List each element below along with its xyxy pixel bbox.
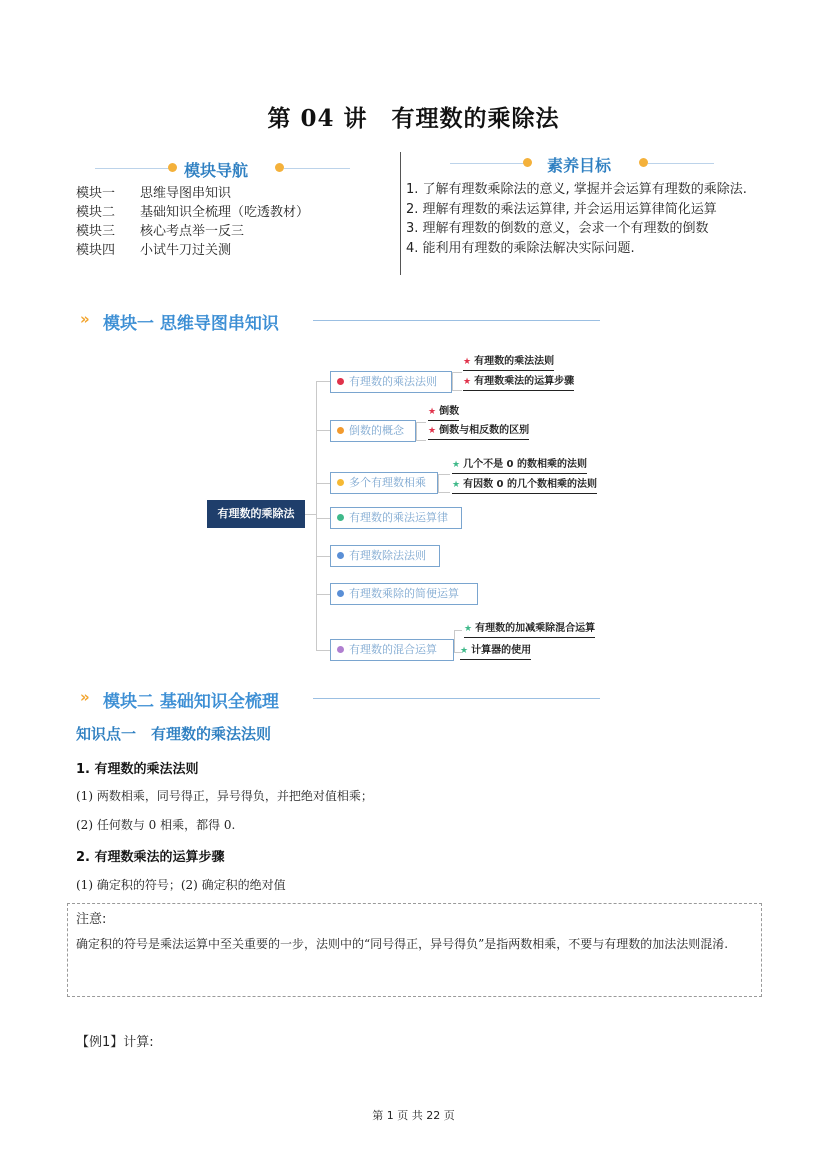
mm-leaf-connector xyxy=(452,372,462,373)
rule-text: (1) 两数相乘，同号得正，异号得负，并把绝对值相乘； xyxy=(76,789,373,803)
mm-node: 有理数的混合运算 xyxy=(330,639,454,661)
note-title: 注意: xyxy=(76,912,107,927)
example-label: 【例1】计算: xyxy=(76,1035,154,1050)
star-icon: ★ xyxy=(463,377,472,387)
nav-heading: 模块导航 xyxy=(184,161,249,180)
mm-leaf-connector xyxy=(416,422,426,423)
goals-header-dot-right xyxy=(639,158,648,167)
mm-trunk xyxy=(316,381,317,650)
mm-node: 有理数的乘法法则 xyxy=(330,371,452,393)
mm-root: 有理数的乘除法 xyxy=(207,500,305,528)
mm-node: 有理数的乘法运算律 xyxy=(330,507,462,529)
section2-rule xyxy=(313,698,600,699)
mm-leaf-connector xyxy=(438,474,450,475)
subheading: 2. 有理数乘法的运算步骤 xyxy=(76,850,225,865)
double-chevron-icon: » xyxy=(80,688,85,706)
nav-list xyxy=(76,184,309,260)
mm-node: 有理数除法法则 xyxy=(330,545,440,567)
bullet-icon xyxy=(337,646,344,653)
mm-node: 多个有理数相乘 xyxy=(330,472,438,494)
nav-item: 模块二 基础知识全梳理（吃透教材） xyxy=(76,205,310,220)
goals-header-dot-left xyxy=(523,158,532,167)
star-icon: ★ xyxy=(464,624,473,634)
mm-branch xyxy=(316,556,330,557)
bullet-icon xyxy=(337,427,344,434)
mm-leaf: ★ 有理数的加减乘除混合运算 xyxy=(464,621,595,638)
mm-leaf: ★ 有因数 0 的几个数相乘的法则 xyxy=(452,477,597,494)
bullet-icon xyxy=(337,552,344,559)
mm-leaf-connector xyxy=(454,630,455,652)
note-text: 确定积的符号是乘法运算中至关重要的一步，法则中的“同号得正，异号得负”是指两数相乘，不要与有理数的加法法则混淆. xyxy=(76,937,729,951)
section2-title: 模块二 基础知识全梳理 xyxy=(103,692,279,712)
page-footer: 第 1 页 共 22 页 xyxy=(372,1109,455,1122)
page-title: 第 04 讲 有理数的乘除法 xyxy=(267,105,560,132)
mm-branch xyxy=(316,594,330,595)
mm-leaf: ★ 有理数乘法的运算步骤 xyxy=(463,374,574,391)
rule-text: (2) 任何数与 0 相乘，都得 0. xyxy=(76,818,236,832)
mm-branch xyxy=(316,381,330,382)
mm-branch xyxy=(316,650,330,651)
section1-rule xyxy=(313,320,600,321)
bullet-icon xyxy=(337,590,344,597)
mm-branch xyxy=(316,518,330,519)
column-divider xyxy=(400,152,401,275)
star-icon: ★ xyxy=(452,460,461,470)
star-icon: ★ xyxy=(428,407,437,417)
nav-header-rule-right xyxy=(284,168,350,169)
star-icon: ★ xyxy=(452,480,461,490)
mm-leaf-connector xyxy=(416,440,426,441)
mm-leaf: ★ 几个不是 0 的数相乘的法则 xyxy=(452,457,587,474)
goal-item: 1. 了解有理数乘除法的意义, 掌握并会运算有理数的乘除法. xyxy=(406,182,747,197)
nav-item: 模块一 思维导图串知识 xyxy=(76,186,232,201)
mm-branch xyxy=(316,483,330,484)
mm-leaf-connector xyxy=(454,630,462,631)
goal-item: 4. 能利用有理数的乘除法解决实际问题. xyxy=(406,240,635,256)
mm-leaf-connector xyxy=(438,492,450,493)
mm-leaf: ★ 倒数 xyxy=(428,404,459,421)
bullet-icon xyxy=(337,479,344,486)
star-icon: ★ xyxy=(460,646,469,656)
nav-item: 模块四 小试牛刀过关测 xyxy=(76,243,232,258)
goal-item: 2. 理解有理数的乘法运算律, 并会运用运算律简化运算 xyxy=(406,201,717,217)
double-chevron-icon: » xyxy=(80,310,85,328)
mm-leaf: ★ 有理数的乘法法则 xyxy=(463,354,554,371)
step-text: (1) 确定积的符号；(2) 确定积的绝对值 xyxy=(76,878,286,892)
star-icon: ★ xyxy=(463,357,472,367)
goals-heading: 素养目标 xyxy=(547,156,612,175)
goals-list xyxy=(406,180,756,258)
bullet-icon xyxy=(337,514,344,521)
mm-branch xyxy=(316,430,330,431)
bullet-icon xyxy=(337,378,344,385)
mm-leaf-connector xyxy=(452,372,453,390)
nav-header-dot-right xyxy=(275,163,284,172)
star-icon: ★ xyxy=(428,426,437,436)
subheading: 1. 有理数的乘法法则 xyxy=(76,762,199,777)
section1-title: 模块一 思维导图串知识 xyxy=(103,314,279,334)
goals-header-rule-left xyxy=(450,163,530,164)
mm-leaf: ★ 倒数与相反数的区别 xyxy=(428,423,529,440)
mm-node: 有理数乘除的简便运算 xyxy=(330,583,478,605)
mm-leaf-connector xyxy=(438,474,439,492)
mm-leaf-connector xyxy=(416,422,417,440)
mm-leaf-connector xyxy=(452,390,462,391)
nav-header-dot-left xyxy=(168,163,177,172)
goal-item: 3. 理解有理数的倒数的意义，会求一个有理数的倒数 xyxy=(406,221,709,236)
knowledge-point-title: 知识点一 有理数的乘法法则 xyxy=(76,725,272,743)
mm-root-connector xyxy=(305,514,316,515)
goals-header-rule-right xyxy=(648,163,714,164)
nav-item: 模块三 核心考点举一反三 xyxy=(76,224,245,239)
mm-node: 倒数的概念 xyxy=(330,420,416,442)
nav-header-rule-left xyxy=(95,168,175,169)
mm-leaf: ★ 计算器的使用 xyxy=(460,643,531,660)
